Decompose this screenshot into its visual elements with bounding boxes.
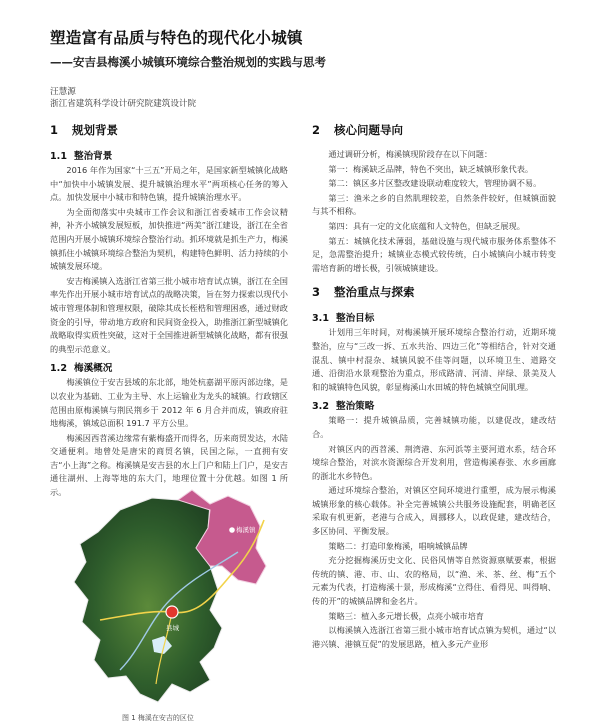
section-3-1-title: 整治目标 [336, 313, 375, 325]
section-3-1-heading [312, 310, 556, 324]
section-3-number: 3 [312, 285, 321, 300]
location-map [60, 470, 284, 710]
paragraph: 通过调研分析，梅溪镇现阶段存在以下问题： [328, 149, 493, 159]
section-3-1-number: 3.1 [312, 313, 329, 325]
section-1-1-title: 整治背景 [74, 151, 113, 162]
paragraph: 充分挖掘梅溪历史文化、民俗风情等自然资源禀赋要素，根据传统的镇、港、市、山、农的格局，以“渔、米、茶、丝、梅”五个元素为代表，打造梅溪十景，形成梅溪“立得住、看得见、叫得响、传的开”的城镇品牌和金名片。 [312, 555, 556, 607]
section-1-1-heading [50, 148, 288, 162]
section-2-title: 核心问题导向 [334, 123, 403, 137]
left-column [50, 122, 288, 501]
section-3-heading [312, 284, 556, 300]
section-1-number: 1 [50, 123, 59, 137]
paragraph: 以梅溪镇入选浙江省第三批小城市培育试点镇为契机，通过“以港兴镇、港镇互促”的发展思路，植入多元产业形 [312, 625, 556, 649]
paragraph: 梅溪镇位于安吉县域的东北部，地处杭嘉湖平原丙部边缘，是以农业为基础、工业为主导、水上运输业为龙头的城镇。行政辖区范围由原梅溪镇与荆民荆乡于 2012 年 6 月合并而成，镇政府驻地梅溪，镇域总面积 191.7 平方公里。 [50, 377, 288, 429]
author-affiliation: 浙江省建筑科学设计研究院建筑设计院 [50, 99, 197, 109]
section-1-2-heading [50, 360, 288, 374]
section-1-1-number: 1.1 [50, 151, 67, 162]
section-1-2-title: 梅溪概况 [74, 363, 113, 375]
section-1-title: 规划背景 [72, 123, 118, 137]
county-label: 县城 [166, 624, 179, 632]
author-name: 汪慧源 [50, 87, 76, 97]
location-map-figure [60, 470, 284, 710]
paragraph: 梅溪因西苕溪边缘常有紫梅盛开而得名，历来商贸发达，水陆交通便利。地曾处是唐宋的商贸名镇，民国之际，一直拥有安吉“小上海”之称。梅溪镇是安吉县的水上门户和陆上门户，是安吉通往湖州、上海等地的东大门，地理位置十分优越。如图 1 所示。 [50, 432, 288, 498]
meixi-label: 梅溪镇 [236, 526, 256, 534]
author-block [50, 86, 196, 110]
right-column [312, 122, 556, 652]
paragraph: 计划用三年时间，对梅溪镇开展环境综合整治行动，近期环境整治，应与“三改一拆、五水共治、四边三化”等相结合，针对交通混乱、镇中村混杂、城镇风貌不佳等问题，以环境卫生、道路交通、沿街沿水景观整治为重点，形成路清、河清、岸绿、景美及人和的城镇特色风貌，彰显梅溪山水田城的特色城镇空间肌理。 [312, 327, 556, 392]
section-1-2-number: 1.2 [50, 363, 67, 375]
paper-subtitle: ——安吉县梅溪小城镇环境综合整治规划的实践与思考 [50, 55, 326, 69]
paragraph: 第一：梅溪缺乏品牌，特色不突出，缺乏城镇形象代表。 [328, 163, 534, 174]
paragraph: 第四：具有一定的文化底蕴和人文特色，但缺乏展现。 [328, 220, 525, 231]
paragraph: 通过环境综合整治，对镇区空间环境进行重塑，成为展示梅溪城镇形象的核心载体。补全完善城镇公共服务设施配套，明确老区采取有机更新，老港与合成入，周挪移人，以政促建，建改结合，多区协同、平衡发展。 [312, 485, 556, 537]
paper-title: 塑造富有品质与特色的现代化小城镇 [50, 29, 303, 47]
section-2-heading [312, 122, 556, 138]
paragraph: 安吉梅溪镇入选浙江省第三批小城市培育试点镇，浙江在全国率先作出开展小城市培育试点的战略决策，旨在努力探索以现代小城市管理体制和管理权限，破除其成长桎梏和管理困惑，通过财政资金的引导，带动地方政府和民间资金投入，助推浙江新型城镇化战略取得实质性突破，这对于全国推进新型城镇化战略，都有很强的典型示范意义。 [50, 275, 288, 354]
section-3-title: 整治重点与探索 [334, 285, 415, 300]
paragraph: 第五：城镇化技术薄弱，基础设施与现代城市服务体系整体不足，急需整治提升；城镇业态模式较传统，白小城镇向小城市转变需培育新的增长极，引领城镇建设。 [312, 235, 556, 273]
section-2-number: 2 [312, 123, 321, 137]
figure-caption: 图 1 梅溪在安吉的区位 [122, 714, 194, 722]
paragraph: 2016 年作为国家“十三五”开局之年，是国家新型城镇化战略中“加快中小城镇发展、提升城镇治理水平”两项核心任务的筹入点。加快发展中小城市和特色镇，提升城镇治理水平。 [50, 165, 288, 203]
paragraph: 策略三：植入多元增长极，点亮小城市培育 [328, 610, 484, 621]
paragraph: 第二：镇区多片区整改建设联动难度较大，管理协调不易。 [328, 178, 542, 189]
section-1-heading [50, 122, 288, 138]
county-seat-marker [166, 606, 178, 618]
county-region [74, 490, 222, 702]
paragraph: 策略二：打造印象梅溪，唱响城镇品牌 [328, 540, 468, 551]
paragraph: 为全面彻落实中央城市工作会议和浙江省委城市工作会议精神，补齐小城镇发展短板，加快推进“两美”浙江建设，浙江在全省范围内开展小城镇环境综合整治行动。抓环境就是抓生产力，梅溪镇抓住小城镇环境综合整治为契机，构建特色鲜明、活力持续的小城镇发展环境。 [50, 206, 288, 272]
section-3-2-number: 3.2 [312, 401, 329, 413]
section-3-2-title: 整治策略 [336, 401, 375, 413]
paragraph: 第三：渔米之乡的自然肌理较差，自然条件较好，但城镇面貌与其不相称。 [312, 192, 556, 217]
meixi-marker [229, 527, 235, 533]
section-3-2-heading [312, 398, 556, 412]
paragraph: 对镇区内的西苕溪、荆湾港、东河浜等主要河道水系，结合环境综合整治，对滨水资源综合开发利用，营造梅溪春张、水乡画廊的浙北水乡特色。 [312, 443, 556, 481]
paragraph: 策略一：提升城镇品质，完善城镇功能，以建促改，建改结合。 [312, 415, 556, 439]
